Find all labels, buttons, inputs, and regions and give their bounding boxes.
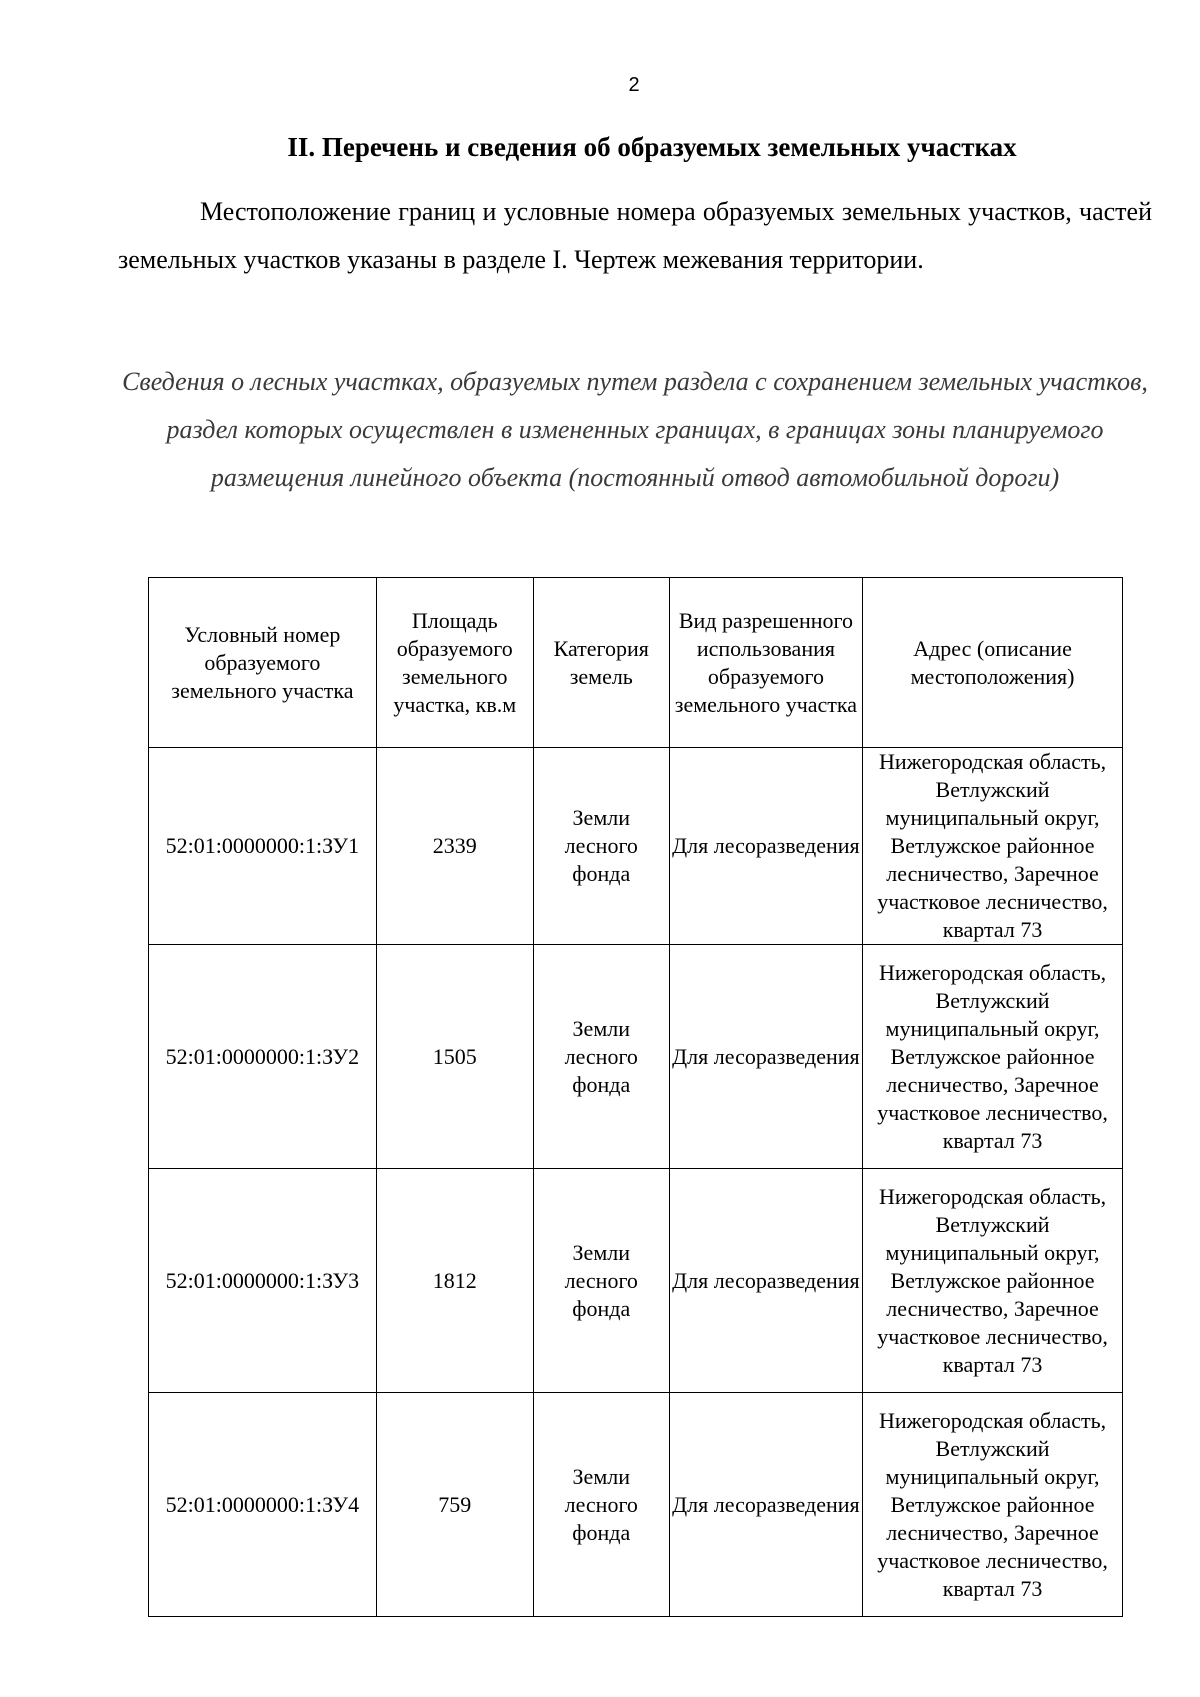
table-row xyxy=(149,945,1123,1169)
header-category: Категория земель xyxy=(533,578,669,748)
cell-permitted-use: Для лесоразведения xyxy=(669,1393,862,1617)
cell-area: 2339 xyxy=(376,748,533,945)
cell-category: Земли лесного фонда xyxy=(533,945,669,1169)
cell-permitted-use: Для лесоразведения xyxy=(669,748,862,945)
header-address: Адрес (описание местоположения) xyxy=(863,578,1123,748)
land-plots-table xyxy=(148,577,1123,1617)
cell-area: 1505 xyxy=(376,945,533,1169)
header-area: Площадь образуемого земельного участка, кв.м xyxy=(376,578,533,748)
page-number: 2 xyxy=(628,74,640,96)
cell-address: Нижегородская область, Ветлужский муниципальный округ, Ветлужское районное лесничество, Заречное участковое лесничество, квартал 73 xyxy=(863,945,1123,1169)
table-row xyxy=(149,748,1123,945)
cell-area: 759 xyxy=(376,1393,533,1617)
cell-permitted-use: Для лесоразведения xyxy=(669,945,862,1169)
cell-plot-number: 52:01:0000000:1:ЗУ4 xyxy=(149,1393,377,1617)
cell-category: Земли лесного фонда xyxy=(533,1169,669,1393)
table-row xyxy=(149,1169,1123,1393)
header-permitted-use: Вид разрешенного использования образуемого земельного участка xyxy=(669,578,862,748)
cell-permitted-use: Для лесоразведения xyxy=(669,1169,862,1393)
cell-address: Нижегородская область, Ветлужский муниципальный округ, Ветлужское районное лесничество, Заречное участковое лесничество, квартал 73 xyxy=(863,1169,1123,1393)
header-plot-number: Условный номер образуемого земельного участка xyxy=(149,578,377,748)
cell-plot-number: 52:01:0000000:1:ЗУ2 xyxy=(149,945,377,1169)
cell-address: Нижегородская область, Ветлужский муниципальный округ, Ветлужское районное лесничество, Заречное участковое лесничество, квартал 73 xyxy=(863,1393,1123,1617)
cell-plot-number: 52:01:0000000:1:ЗУ3 xyxy=(149,1169,377,1393)
cell-category: Земли лесного фонда xyxy=(533,748,669,945)
table-row xyxy=(149,1393,1123,1617)
section-title: II. Перечень и сведения об образуемых земельных участках xyxy=(287,132,1017,162)
intro-paragraph: Местоположение границ и условные номера образуемых земельных участков, частей земельных участков указаны в разделе I. Чертеж межевания территории. xyxy=(118,197,1152,274)
cell-address: Нижегородская область, Ветлужский муниципальный округ, Ветлужское районное лесничество, Заречное участковое лесничество, квартал 73 xyxy=(863,748,1123,945)
table-caption: Сведения о лесных участках, образуемых путем раздела с сохранением земельных участков, раздел которых осуществлен в измененных границах, в границах зоны планируемого размещения линейного объекта (постоянный отвод автомобильной дороги) xyxy=(122,367,1148,492)
cell-plot-number: 52:01:0000000:1:ЗУ1 xyxy=(149,748,377,945)
cell-category: Земли лесного фонда xyxy=(533,1393,669,1617)
cell-area: 1812 xyxy=(376,1169,533,1393)
table-header-row xyxy=(149,578,1123,748)
